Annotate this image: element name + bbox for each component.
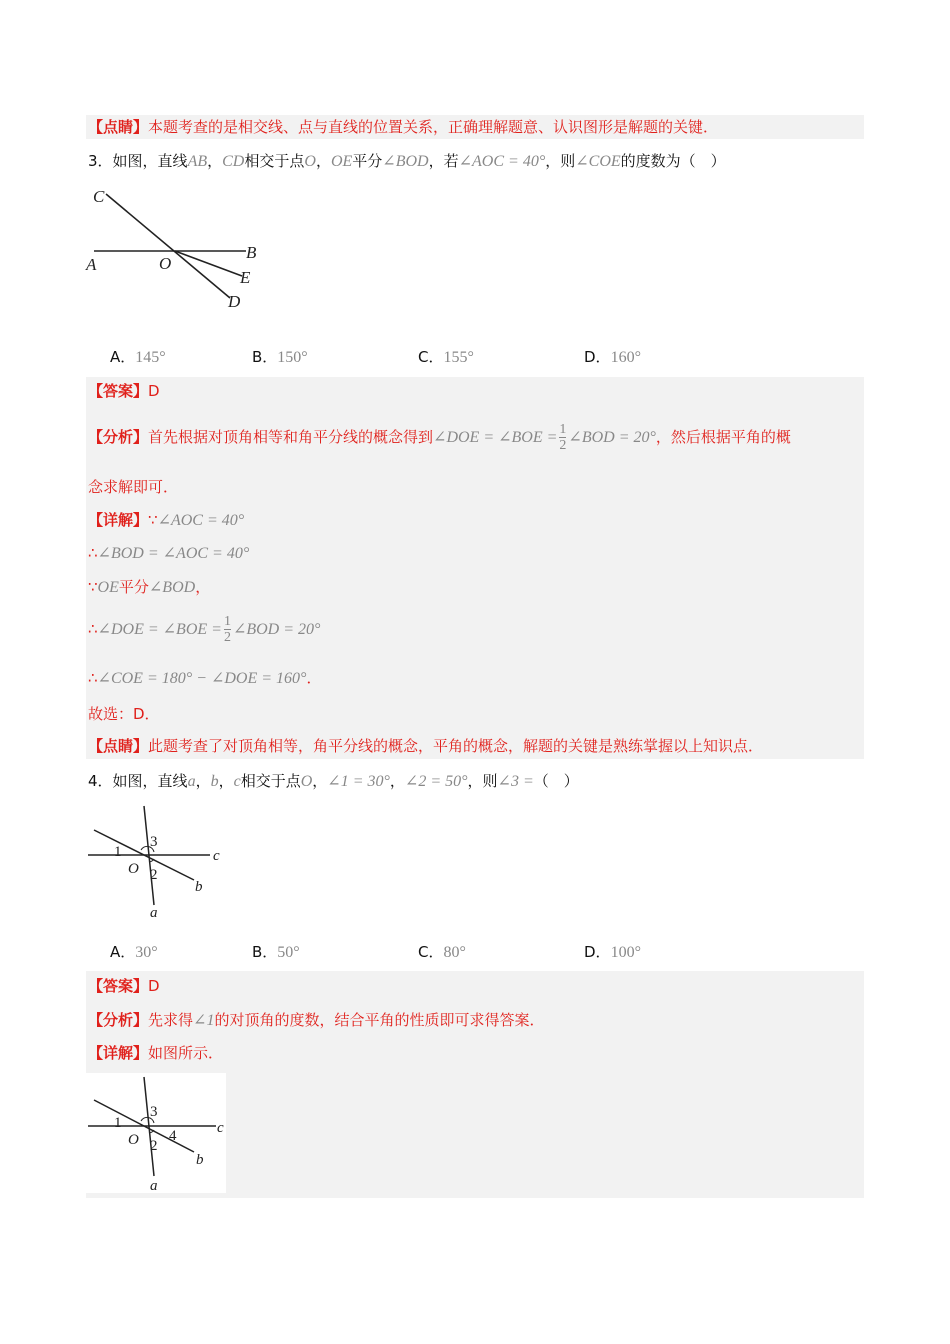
- stem-sep: ，: [207, 152, 223, 170]
- fraction-half: [224, 614, 231, 645]
- q3-analysis-line2: 念求解即可．: [88, 478, 179, 496]
- math-cd: CD: [222, 153, 245, 170]
- comment-tag: 【点睛】: [88, 737, 149, 755]
- math-bod: ∠BOD: [382, 153, 429, 170]
- therefore-symbol: ∴: [88, 620, 98, 638]
- analysis-text: 先求得: [148, 1011, 194, 1029]
- analysis-text: 首先根据对顶角相等和角平分线的概念得到: [148, 428, 434, 446]
- math-doe-boe: ∠DOE = ∠BOE =: [433, 429, 558, 446]
- detail-tag: 【详解】: [88, 511, 149, 529]
- question-number: 4．: [88, 772, 113, 790]
- answer-value: D: [148, 382, 160, 400]
- q3-detail-4: [88, 614, 320, 645]
- label-3: 3: [150, 1104, 158, 1120]
- comment-text: 本题考查的是相交线、点与直线的位置关系，正确理解题意、认识图形是解题的关键．: [148, 118, 719, 136]
- q4-option-d[interactable]: [584, 941, 641, 962]
- label-c: C: [93, 187, 105, 206]
- option-value: 30°: [135, 944, 158, 961]
- math-b: b: [210, 773, 219, 790]
- q3-analysis: [88, 422, 791, 453]
- analysis-text: 的对顶角的度数，结合平角的性质即可求得答案．: [214, 1011, 545, 1029]
- q3-option-c[interactable]: [418, 346, 474, 367]
- comment-text: 此题考查了对顶角相等，角平分线的概念，平角的概念，解题的关键是熟练掌握以上知识点．: [148, 737, 764, 755]
- math-angle2: ∠2 = 50°: [404, 773, 468, 790]
- stem-text: ，若: [428, 152, 459, 170]
- label-o: O: [159, 254, 172, 273]
- stem-text: 平分: [352, 152, 383, 170]
- label-2: 2: [150, 867, 158, 883]
- label-a: a: [150, 1178, 158, 1194]
- q4-figure: [84, 800, 234, 925]
- frac-num: 1: [559, 422, 567, 437]
- label-1: 1: [114, 844, 122, 860]
- answer-tag: 【答案】: [88, 977, 149, 995]
- stem-sep: ，: [218, 772, 234, 790]
- stem-sep: ，: [312, 772, 328, 790]
- answer-value: D: [148, 977, 160, 995]
- q2-comment: [88, 116, 718, 138]
- because-symbol: ∵: [148, 511, 158, 529]
- option-value: 50°: [277, 944, 300, 961]
- option-label: C．: [418, 943, 444, 961]
- q3-detail-2: [88, 542, 249, 565]
- stem-text: 相交于点: [240, 772, 301, 790]
- label-b: B: [246, 243, 257, 262]
- math-oe: OE: [97, 579, 119, 596]
- q4-analysis: [88, 1009, 544, 1032]
- math-angle3: ∠3 =: [497, 773, 534, 790]
- option-value: 160°: [610, 349, 641, 366]
- detail-text: 如图所示．: [148, 1044, 224, 1062]
- frac-num: 1: [223, 614, 231, 629]
- ray-oe: [175, 251, 242, 276]
- option-label: A．: [110, 348, 136, 366]
- label-b: b: [196, 1152, 204, 1168]
- line-cd: [106, 194, 230, 298]
- label-a: a: [150, 905, 158, 921]
- detail-text: 平分: [118, 578, 149, 596]
- option-value: 155°: [443, 349, 474, 366]
- label-e: E: [240, 268, 251, 287]
- comment-tag: 【点睛】: [88, 118, 149, 136]
- label-3: 3: [150, 834, 158, 850]
- detail-text: ．: [306, 669, 322, 687]
- answer-tag: 【答案】: [88, 382, 149, 400]
- math-bod-20: ∠BOD = 20°: [232, 621, 321, 638]
- math-aoc-40: ∠AOC = 40°: [157, 512, 245, 529]
- analysis-tag: 【分析】: [88, 428, 149, 446]
- q4-detail: [88, 1042, 223, 1064]
- analysis-text: ，然后根据平角的概: [655, 428, 791, 446]
- math-a: a: [187, 773, 196, 790]
- math-doe-boe: ∠DOE = ∠BOE =: [97, 621, 222, 638]
- option-value: 150°: [277, 349, 308, 366]
- q3-detail-1: [88, 509, 244, 532]
- stem-text: 相交于点: [244, 152, 305, 170]
- math-coe: ∠COE: [575, 153, 621, 170]
- q3-detail-5: [88, 667, 321, 690]
- frac-den: 2: [559, 438, 567, 453]
- stem-sep: ，: [195, 772, 211, 790]
- option-label: B．: [252, 943, 278, 961]
- math-bod-20: ∠BOD = 20°: [568, 429, 656, 446]
- math-coe-160: ∠COE = 180° − ∠DOE = 160°: [97, 670, 307, 687]
- option-label: D．: [584, 348, 611, 366]
- math-aoc: ∠AOC = 40°: [458, 153, 546, 170]
- option-value: 100°: [610, 944, 641, 961]
- q4-option-c[interactable]: [418, 941, 466, 962]
- stem-text: 如图，直线: [112, 772, 188, 790]
- q3-option-d[interactable]: [584, 346, 641, 367]
- label-2: 2: [150, 1138, 158, 1154]
- option-label: B．: [252, 348, 278, 366]
- label-a: A: [86, 255, 97, 274]
- label-c: c: [217, 1120, 224, 1136]
- math-angle1: ∠1 = 30°: [327, 773, 390, 790]
- math-oe: OE: [330, 153, 353, 170]
- stem-text: ，则: [545, 152, 576, 170]
- q3-answer: [88, 380, 160, 402]
- label-4: 4: [169, 1128, 177, 1144]
- q3-option-b[interactable]: [252, 346, 308, 367]
- because-symbol: ∵: [88, 578, 98, 596]
- math-o: O: [304, 153, 316, 170]
- question-number: 3．: [88, 152, 113, 170]
- math-ab: AB: [187, 153, 208, 170]
- therefore-symbol: ∴: [88, 669, 98, 687]
- q4-detail-figure: [84, 1072, 234, 1196]
- label-o: O: [128, 861, 139, 877]
- label-b: b: [195, 879, 203, 895]
- stem-text: 如图，直线: [112, 152, 188, 170]
- q3-comment: [88, 735, 763, 757]
- math-bod: ∠BOD: [148, 579, 196, 596]
- stem-text: 的度数为（ ）: [620, 152, 726, 170]
- q4-stem: [88, 770, 579, 793]
- math-angle1: ∠1: [193, 1012, 215, 1029]
- q3-stem: [88, 150, 726, 173]
- q3-detail-3: [88, 576, 210, 599]
- therefore-symbol: ∴: [88, 544, 98, 562]
- label-c: c: [213, 848, 220, 864]
- option-label: D．: [584, 943, 611, 961]
- analysis-tag: 【分析】: [88, 1011, 149, 1029]
- q4-option-b[interactable]: [252, 941, 300, 962]
- q4-answer: [88, 975, 160, 997]
- option-label: C．: [418, 348, 444, 366]
- q3-choice: 故选：D．: [88, 705, 160, 723]
- q4-option-a[interactable]: [110, 941, 158, 962]
- detail-tag: 【详解】: [88, 1044, 149, 1062]
- stem-text: （ ）: [533, 772, 579, 790]
- stem-sep: ，: [315, 152, 331, 170]
- math-o: O: [300, 773, 313, 790]
- option-label: A．: [110, 943, 136, 961]
- math-bod-eq-aoc: ∠BOD = ∠AOC = 40°: [97, 545, 250, 562]
- label-1: 1: [114, 1115, 122, 1131]
- option-value: 145°: [135, 349, 166, 366]
- fraction-half: [559, 422, 566, 453]
- label-o: O: [128, 1132, 139, 1148]
- detail-text: ，: [195, 578, 211, 596]
- option-value: 80°: [443, 944, 466, 961]
- frac-den: 2: [223, 630, 231, 645]
- label-d: D: [228, 292, 241, 311]
- math-c: c: [233, 773, 241, 790]
- q3-option-a[interactable]: [110, 346, 166, 367]
- stem-sep: ，: [389, 772, 405, 790]
- q3-figure: [80, 180, 280, 315]
- stem-text: ，则: [467, 772, 498, 790]
